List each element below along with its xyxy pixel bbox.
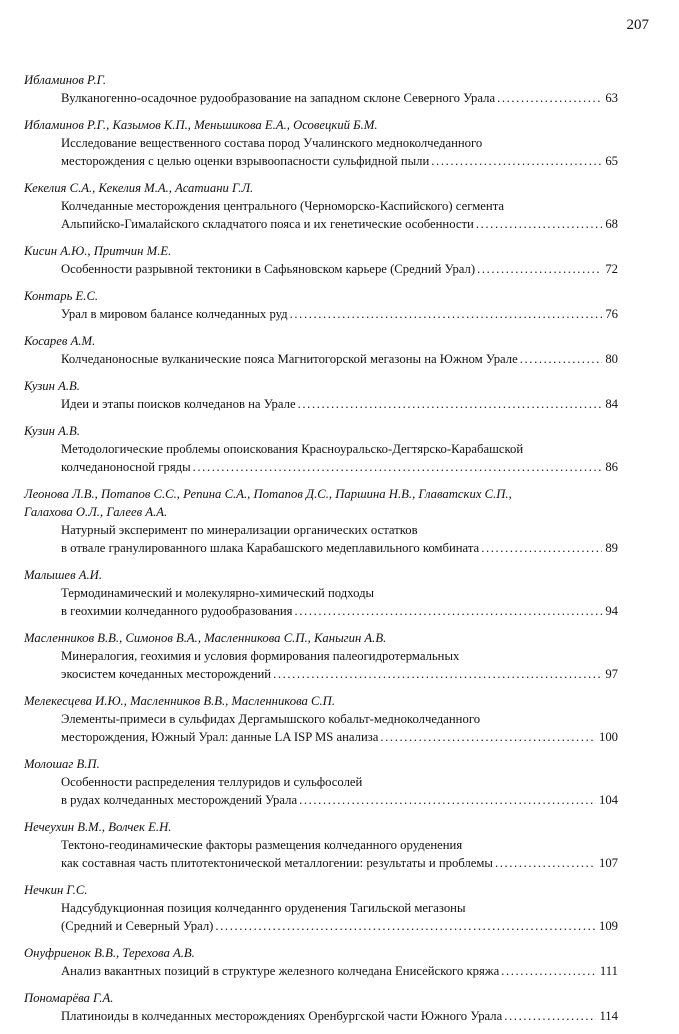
entry-title-line [61, 395, 618, 413]
entry-page-number: 65 [605, 154, 618, 168]
entry-page-number: 114 [599, 1009, 618, 1023]
toc-entry [24, 179, 618, 233]
toc-entry [24, 755, 618, 809]
entry-authors: Леонова Л.В., Потапов С.С., Репина С.А., Потапов Д.С., Паршина Н.В., Главатских С.П., [24, 487, 512, 501]
entry-title-line [61, 89, 618, 107]
entry-title-text: Колчеданоносные вулканические пояса Магнитогорской мегазоны на Южном Урале [61, 352, 518, 366]
entry-authors: Кисин А.Ю., Притчин М.Е. [24, 244, 172, 258]
entry-title [24, 350, 618, 368]
entry-title-line [61, 539, 618, 557]
entry-title-text: Натурный эксперимент по минерализации органических остатков [61, 523, 418, 537]
entry-title-text: как составная часть плитотектонической металлогении: результаты и проблемы [61, 856, 493, 870]
entry-title-text: Надсубдукционная позиция колчеданнго оруденения Тагильской мегазоны [61, 901, 466, 915]
entry-page-number: 94 [605, 604, 618, 618]
dot-leader [299, 791, 596, 809]
entry-authors: Кекелия С.А., Кекелия М.А., Асатиани Г.Л. [24, 181, 254, 195]
entry-title-line [61, 854, 618, 872]
table-of-contents [24, 71, 618, 1034]
entry-title-line [61, 710, 618, 728]
entry-title [24, 584, 618, 620]
toc-entry [24, 818, 618, 872]
entry-title-line [61, 521, 618, 539]
dot-leader [215, 917, 596, 935]
entry-authors: Ибламинов Р.Г. [24, 73, 107, 87]
toc-entry [24, 242, 618, 278]
entry-title-text: Идеи и этапы поисков колчеданов на Урале [61, 397, 296, 411]
toc-entry [24, 881, 618, 935]
entry-title-line [61, 665, 618, 683]
entry-page-number: 68 [605, 217, 618, 231]
toc-entry [24, 485, 618, 557]
entry-page-number: 72 [605, 262, 618, 276]
dot-leader [481, 539, 602, 557]
entry-title-text: Альпийско-Гималайского складчатого пояса и их генетические особенности [61, 217, 474, 231]
entry-title-text: Колчеданные месторождения центрального (Черноморско-Каспийского) сегмента [61, 199, 505, 213]
entry-title-text: Анализ вакантных позиций в структуре железного колчедана Енисейского кряжа [61, 964, 500, 978]
entry-authors: Онуфриенок В.В., Терехова А.В. [24, 946, 195, 960]
entry-title [24, 836, 618, 872]
dot-leader [431, 152, 602, 170]
entry-page-number: 109 [598, 919, 618, 933]
entry-page-number: 80 [605, 352, 618, 366]
entry-page-number: 100 [598, 730, 618, 744]
entry-title-text: в отвале гранулированного шлака Карабашского медеплавильного комбината [61, 541, 480, 555]
toc-entry [24, 377, 618, 413]
entry-authors: Контарь Е.С. [24, 289, 99, 303]
entry-title-line [61, 773, 618, 791]
entry-title-text: Термодинамический и молекулярно-химический подходы [61, 586, 375, 600]
toc-entry [24, 116, 618, 170]
entry-title [24, 773, 618, 809]
entry-authors: Мелекесцева И.Ю., Масленников В.В., Масленникова С.П. [24, 694, 335, 708]
entry-title [24, 710, 618, 746]
toc-entry [24, 989, 618, 1025]
entry-title-line [61, 584, 618, 602]
entry-title-text: экосистем кочеданных месторождений [61, 667, 272, 681]
entry-authors: Ибламинов Р.Г., Казымов К.П., Меньшикова Е.А., Осовецкий Б.М. [24, 118, 378, 132]
entry-title [24, 89, 618, 107]
entry-title-text: в рудах колчеданных месторождений Урала [61, 793, 298, 807]
entry-title [24, 1007, 618, 1025]
entry-title-text: колчеданоносной гряды [61, 460, 191, 474]
entry-title [24, 440, 618, 476]
entry-title [24, 197, 618, 233]
toc-entry [24, 566, 618, 620]
entry-title-line [61, 917, 618, 935]
toc-entry [24, 71, 618, 107]
entry-title-line [61, 440, 618, 458]
entry-page-number: 104 [598, 793, 618, 807]
entry-title-text: Элементы-примеси в сульфидах Дергамышского кобальт-медноколчеданного [61, 712, 481, 726]
dot-leader [504, 1007, 596, 1025]
entry-title-text: месторождения с целью оценки взрывоопасности сульфидной пыли [61, 154, 430, 168]
entry-page-number: 107 [598, 856, 618, 870]
entry-title-text: Платиноиды в колчеданных месторождениях Оренбургской части Южного Урала [61, 1009, 503, 1023]
entry-title [24, 962, 618, 980]
entry-authors: Кузин А.В. [24, 379, 80, 393]
entry-title-line [61, 215, 618, 233]
dot-leader [380, 728, 596, 746]
entry-title-line [61, 602, 618, 620]
entry-title-line [61, 458, 618, 476]
entry-title-text: Исследование вещественного состава пород Учалинского медноколчеданного [61, 136, 483, 150]
entry-authors: Пономарёва Г.А. [24, 991, 114, 1005]
entry-page-number: 86 [605, 460, 618, 474]
entry-title-text: Особенности разрывной тектоники в Сафьяновском карьере (Средний Урал) [61, 262, 476, 276]
entry-title-text: Урал в мировом балансе колчеданных руд [61, 307, 288, 321]
dot-leader [477, 260, 602, 278]
dot-leader [497, 89, 602, 107]
dot-leader [290, 305, 603, 323]
entry-title [24, 395, 618, 413]
entry-page-number: 76 [605, 307, 618, 321]
entry-title [24, 899, 618, 935]
dot-leader [295, 602, 603, 620]
entry-title-text: в геохимии колчеданного рудообразования [61, 604, 293, 618]
entry-title [24, 305, 618, 323]
toc-entry [24, 422, 618, 476]
entry-title-text: Вулканогенно-осадочное рудообразование на западном склоне Северного Урала [61, 91, 496, 105]
entry-authors: Нечкин Г.С. [24, 883, 88, 897]
entry-authors: Масленников В.В., Симонов В.А., Масленникова С.П., Каныгин А.В. [24, 631, 387, 645]
entry-title-line [61, 152, 618, 170]
entry-title-line [61, 197, 618, 215]
entry-title [24, 647, 618, 683]
entry-title-text: месторождения, Южный Урал: данные LA ISP MS анализа [61, 730, 379, 744]
entry-authors: Нечеухин В.М., Волчек Е.Н. [24, 820, 172, 834]
entry-title-line [61, 791, 618, 809]
entry-title-text: (Средний и Северный Урал) [61, 919, 214, 933]
entry-title [24, 134, 618, 170]
entry-authors: Косарев А.М. [24, 334, 96, 348]
toc-entry [24, 944, 618, 980]
dot-leader [501, 962, 597, 980]
entry-authors-continued: Галахова О.Л., Галеев А.А. [24, 505, 168, 519]
entry-title-line [61, 728, 618, 746]
entry-title [24, 521, 618, 557]
dot-leader [476, 215, 602, 233]
entry-title-line [61, 260, 618, 278]
entry-title-line [61, 647, 618, 665]
toc-entry [24, 332, 618, 368]
entry-title-line [61, 305, 618, 323]
dot-leader [495, 854, 596, 872]
entry-title-text: Особенности распределения теллуридов и сульфосолей [61, 775, 363, 789]
entry-page-number: 89 [605, 541, 618, 555]
entry-title-line [61, 1007, 618, 1025]
entry-title-line [61, 134, 618, 152]
entry-title-line [61, 836, 618, 854]
toc-entry [24, 287, 618, 323]
entry-title-text: Минералогия, геохимия и условия формирования палеогидротермальных [61, 649, 460, 663]
entry-authors: Малышев А.И. [24, 568, 103, 582]
entry-authors: Молошаг В.П. [24, 757, 100, 771]
entry-page-number: 63 [605, 91, 618, 105]
entry-title-line [61, 350, 618, 368]
entry-title [24, 260, 618, 278]
dot-leader [298, 395, 603, 413]
toc-entry [24, 692, 618, 746]
dot-leader [193, 458, 603, 476]
dot-leader [273, 665, 602, 683]
entry-authors: Кузин А.В. [24, 424, 80, 438]
entry-page-number: 84 [605, 397, 618, 411]
entry-title-text: Тектоно-геодинамические факторы размещения колчеданного оруденения [61, 838, 463, 852]
entry-title-line [61, 962, 618, 980]
entry-title-line [61, 899, 618, 917]
entry-title-text: Методологические проблемы опоискования Красноуральско-Дегтярско-Карабашской [61, 442, 524, 456]
dot-leader [520, 350, 603, 368]
toc-entry [24, 629, 618, 683]
entry-page-number: 97 [605, 667, 618, 681]
entry-page-number: 111 [599, 964, 618, 978]
page-number: 207 [626, 17, 649, 33]
